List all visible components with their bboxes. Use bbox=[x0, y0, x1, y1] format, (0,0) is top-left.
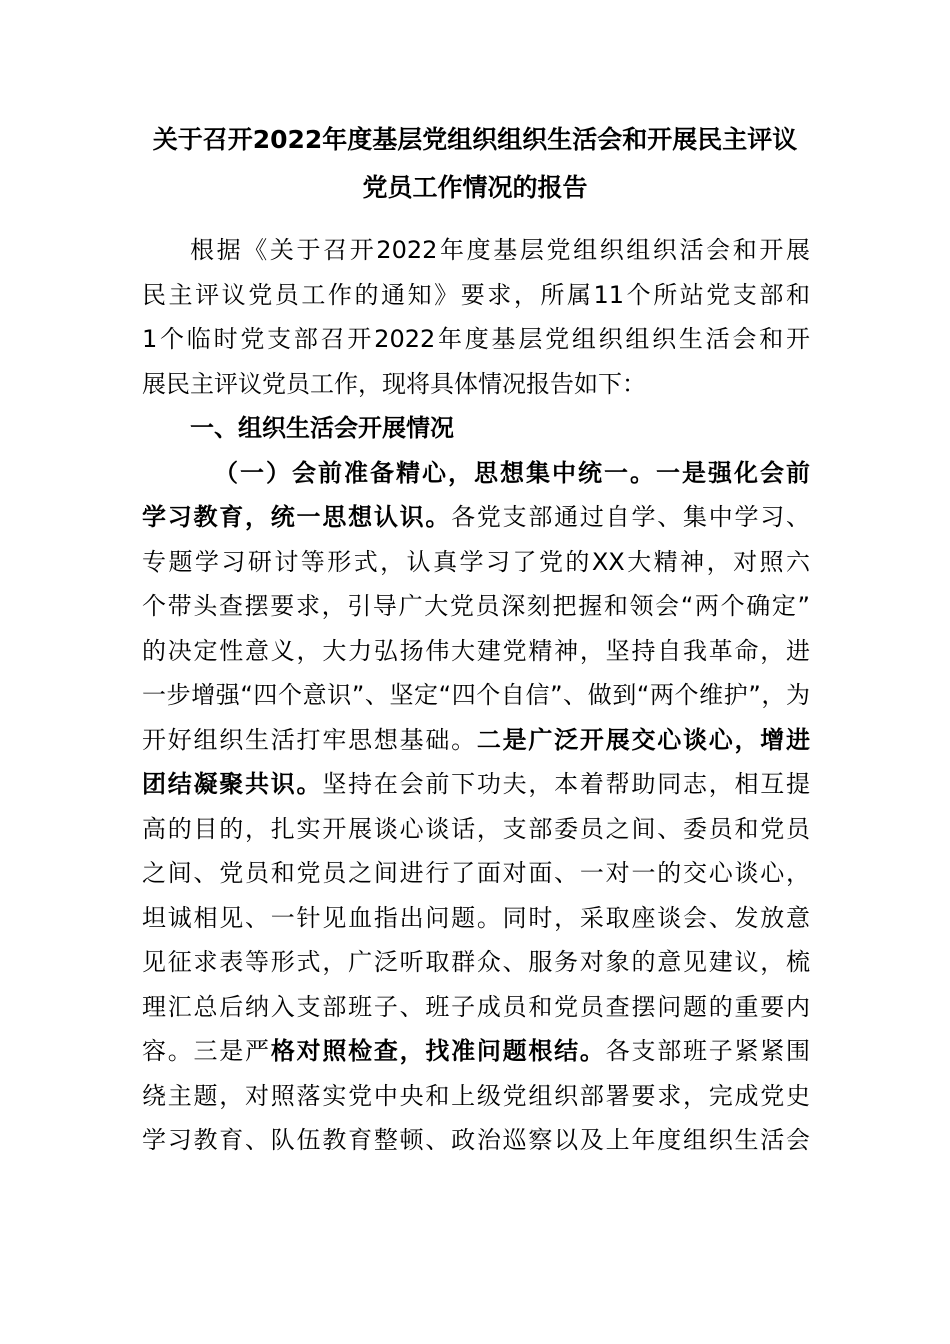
paragraph-2-line-15: 绕主题，对照落实党中央和上级党组织部署要求，完成党史 bbox=[142, 1081, 810, 1110]
paragraph-2-line-9: 高的目的，扎实开展谈心谈话，支部委员之间、委员和党员 bbox=[142, 814, 810, 843]
paragraph-1-line-4: 展民主评议党员工作，现将具体情况报告如下： bbox=[142, 369, 646, 398]
paragraph-2-line-10: 之间、党员和党员之间进行了面对面、一对一的交心谈心， bbox=[142, 859, 810, 887]
inline-text: 各支部班子紧紧围 bbox=[605, 1037, 811, 1065]
inline-text: 开好组织生活打牢思想基础。 bbox=[142, 725, 477, 754]
document-title-line-1: 关于召开2022年度基层党组织组织生活会和开展民主评议 bbox=[152, 125, 798, 154]
paragraph-1-line-3: 1个临时党支部召开2022年度基层党组织组织生活会和开 bbox=[142, 325, 810, 353]
document-title-line-2: 党员工作情况的报告 bbox=[362, 173, 588, 202]
paragraph-2-line-11: 坦诚相见、一针见血指出问题。同时，采取座谈会、发放意 bbox=[142, 903, 810, 932]
paragraph-2-line-13: 理汇总后纳入支部班子、班子成员和党员查摆问题的重要内 bbox=[142, 992, 810, 1021]
paragraph-1-line-1: 根据《关于召开2022年度基层党组织组织活会和开展 bbox=[190, 236, 810, 264]
paragraph-2-line-5: 的决定性意义，大力弘扬伟大建党精神，坚持自我革命，进 bbox=[142, 636, 810, 665]
paragraph-2-line-12: 见征求表等形式，广泛听取群众、服务对象的意见建议，梳 bbox=[142, 948, 810, 976]
inline-bold-text: 格对照检查，找准问题根结。 bbox=[270, 1037, 606, 1065]
inline-bold-text: 二是广泛开展交心谈心，增进 bbox=[476, 725, 811, 754]
section-heading-1: 一、组织生活会开展情况 bbox=[190, 414, 454, 442]
paragraph-2-line-1: （一）会前准备精心，思想集中统一。一是强化会前 bbox=[214, 458, 810, 487]
inline-text: 容。三是严 bbox=[142, 1037, 271, 1065]
paragraph-2-line-2 bbox=[142, 495, 810, 540]
paragraph-2-line-3: 专题学习研讨等形式，认真学习了党的XX大精神，对照六 bbox=[142, 547, 810, 576]
document-body bbox=[142, 228, 810, 1163]
paragraph-2-line-7 bbox=[142, 718, 810, 763]
paragraph-2-line-4: 个带头查摆要求，引导广大党员深刻把握和领会“两个确定” bbox=[142, 592, 810, 620]
paragraph-2-line-6: 一步增强“四个意识”、坚定“四个自信”、做到“两个维护”，为 bbox=[142, 681, 810, 709]
inline-bold-text: 团结凝聚共识。 bbox=[142, 770, 323, 798]
inline-text: 坚持在会前下功夫，本着帮助同志，相互提 bbox=[322, 770, 811, 798]
paragraph-1-line-2: 民主评议党员工作的通知》要求，所属11个所站党支部和 bbox=[142, 280, 810, 309]
paragraph-2-line-14 bbox=[142, 1029, 810, 1074]
paragraph-2-line-16: 学习教育、队伍教育整顿、政治巡察以及上年度组织生活会 bbox=[142, 1126, 810, 1154]
inline-text: 各党支部通过自学、集中学习、 bbox=[451, 503, 811, 531]
inline-bold-text: 学习教育，统一思想认识。 bbox=[142, 503, 452, 531]
paragraph-2-line-8 bbox=[142, 762, 810, 807]
